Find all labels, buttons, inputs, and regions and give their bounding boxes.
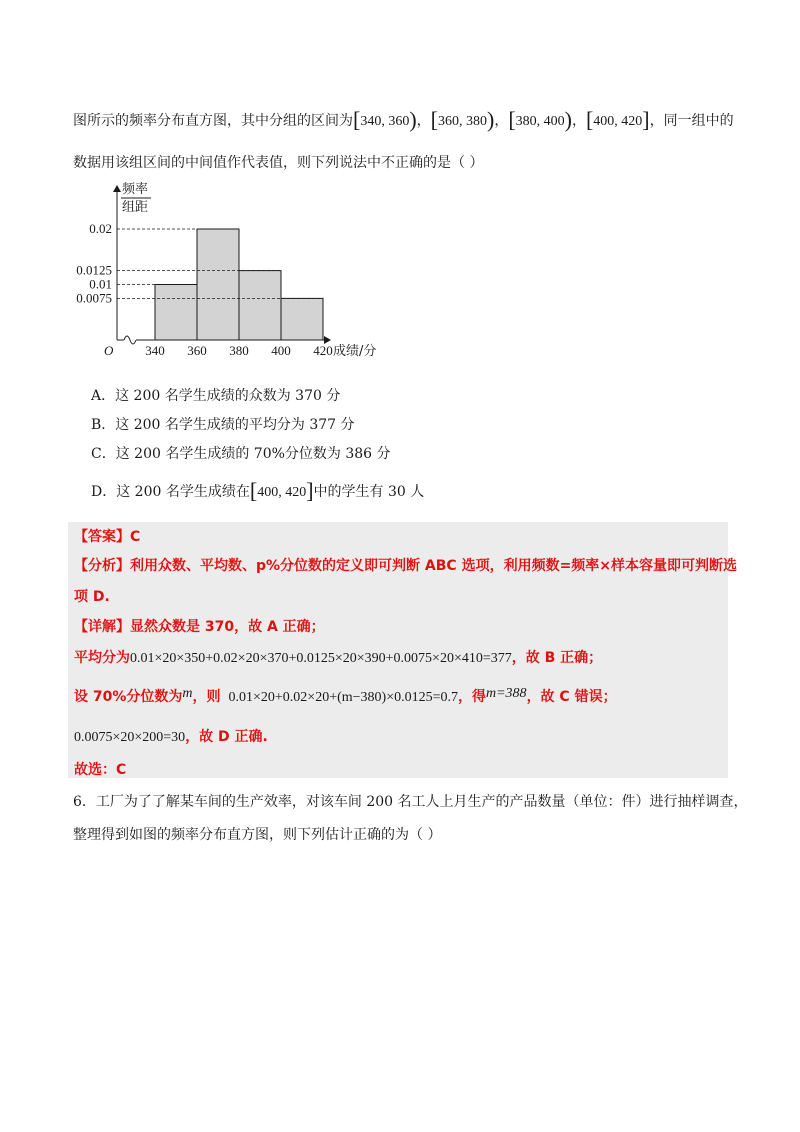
axis-break	[124, 336, 136, 344]
option-c: C．这 200 名学生成绩的 70%分位数为 386 分	[91, 446, 391, 462]
percentile-line: 设 70%分位数为m，则 0.01×20+0.02×20+(m−380)×0.0125=0.7，得m=388，故 C 错误；	[74, 686, 617, 705]
y-tick-label: 0.0125	[76, 262, 112, 278]
option-a: A．这 200 名学生成绩的众数为 370 分	[91, 388, 341, 404]
question6-line-1: 6．工厂为了了解某车间的生产效率，对该车间 200 名工人上月生产的产品数量（单位：件）进行抽样调查，	[73, 794, 748, 810]
interval-3: [380, 400)	[508, 107, 572, 132]
x-tick-label: 380	[229, 343, 249, 358]
percentile-formula: 0.01×20+0.02×20+(m−380)×0.0125=0.7	[228, 690, 458, 705]
histogram-bar	[281, 298, 323, 340]
analysis-line-1: 【分析】利用众数、平均数、p%分位数的定义即可判断 ABC 选项，利用频数=频率×样本容量即可判断选	[74, 558, 738, 574]
count-line: 0.0075×20×200=30，故 D 正确.	[74, 729, 268, 745]
histogram-bar	[239, 271, 281, 340]
origin-label: O	[104, 343, 114, 358]
detail-line: 【详解】显然众数是 370，故 A 正确；	[74, 619, 325, 635]
histogram-chart	[0, 0, 800, 380]
mean-line: 平均分为0.01×20×350+0.02×20×370+0.0125×20×390+0.0075×20×410=377，故 B 正确；	[74, 650, 603, 666]
count-formula: 0.0075×20×200=30	[74, 730, 186, 745]
choice-line: 故选：C	[74, 762, 127, 778]
option-d-interval: [400, 420]	[249, 478, 314, 503]
question-stem-line-2: 数据用该组区间的中间值作代表值，则下列说法中不正确的是（ ）	[73, 155, 484, 171]
answer-line: 【答案】C	[74, 529, 141, 545]
y-tick-label: 0.0075	[76, 290, 112, 306]
analysis-line-2: 项 D.	[74, 589, 110, 605]
percentile-result: m=388	[486, 686, 527, 701]
y-tick-label: 0.01	[89, 276, 112, 292]
option-b: B．这 200 名学生成绩的平均分为 377 分	[91, 417, 355, 433]
x-axis-label: 成绩/分	[333, 344, 377, 359]
histogram-bar	[197, 229, 239, 340]
question6-line-2: 整理得到如图的频率分布直方图，则下列估计正确的为（ ）	[73, 827, 442, 843]
interval-1: [340, 360)	[353, 107, 417, 132]
y-label-top: 频率	[122, 182, 149, 197]
x-tick-label: 360	[187, 343, 207, 358]
x-tick-label: 420	[313, 343, 333, 358]
question-stem-line-1: 图所示的频率分布直方图，其中分组的区间为[340, 360)，[360, 380)，[380, 400)，[400, 420]，同一组中的	[73, 107, 734, 132]
x-tick-label: 340	[145, 343, 165, 358]
x-tick-label: 400	[271, 343, 291, 358]
interval-2: [360, 380)	[430, 107, 495, 132]
interval-4: [400, 420]	[585, 107, 650, 132]
percentile-var: m	[182, 686, 193, 701]
histogram-bar	[155, 285, 197, 341]
mean-formula: 0.01×20×350+0.02×20×370+0.0125×20×390+0.0075×20×410=377	[130, 651, 512, 666]
y-label-bottom: 组距	[122, 200, 149, 215]
option-d: D．这 200 名学生成绩在[400, 420]中的学生有 30 人	[91, 478, 425, 503]
y-tick-label: 0.02	[89, 221, 112, 236]
